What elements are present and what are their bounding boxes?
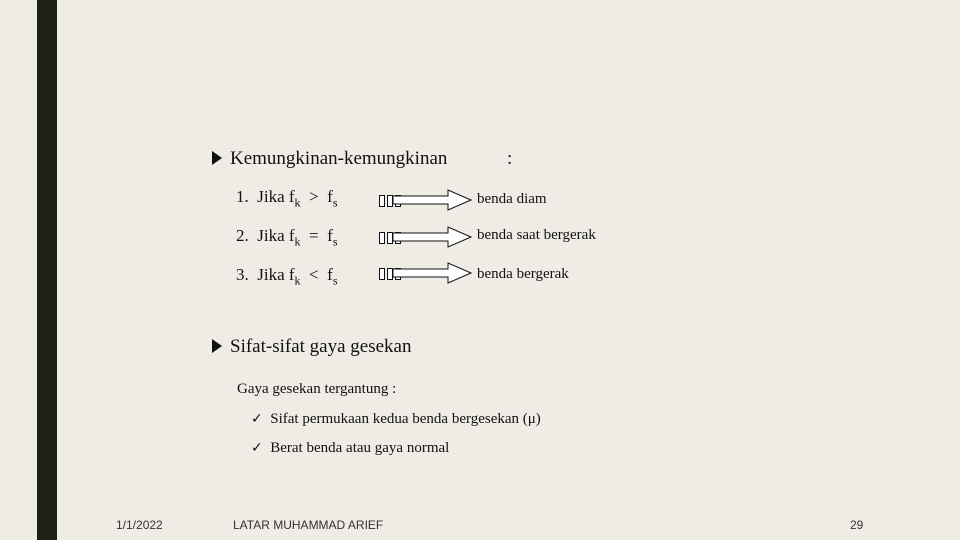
case-1-condition: 1. Jika $f_k > f_s$ xyxy=(236,187,338,210)
check-item-2: ✓ Berat benda atau gaya normal xyxy=(251,440,450,456)
case-3-result: benda bergerak xyxy=(477,266,569,282)
check-item-1: ✓ Sifat permukaan kedua benda bergesekan (μ) xyxy=(251,411,541,427)
case-1-arrow-icon xyxy=(393,189,473,211)
depends-label: Gaya gesekan tergantung : xyxy=(237,381,397,397)
footer-page-number: 29 xyxy=(850,518,864,532)
footer-date: 1/1/2022 xyxy=(116,518,163,532)
checkmark-icon: ✓ xyxy=(251,411,263,427)
left-accent-bar xyxy=(37,0,57,540)
footer-author: LATAR MUHAMMAD ARIEF xyxy=(233,518,384,532)
case-2-condition: 2. Jika $f_k = f_s$ xyxy=(236,226,338,249)
case-1-result: benda diam xyxy=(477,191,547,207)
arrow-bullet-icon xyxy=(212,339,222,353)
heading-sifat: Sifat-sifat gaya gesekan xyxy=(212,336,411,358)
case-3-arrow-icon xyxy=(393,262,473,284)
case-3-condition: 3. Jika $f_k < f_s$ xyxy=(236,265,338,288)
arrow-bullet-icon xyxy=(212,151,222,165)
checkmark-icon: ✓ xyxy=(251,440,263,456)
heading-colon: : xyxy=(507,148,513,169)
heading-kemungkinan: Kemungkinan-kemungkinan xyxy=(212,148,447,170)
case-2-result: benda saat bergerak xyxy=(477,227,596,243)
case-2-arrow-icon xyxy=(393,226,473,248)
